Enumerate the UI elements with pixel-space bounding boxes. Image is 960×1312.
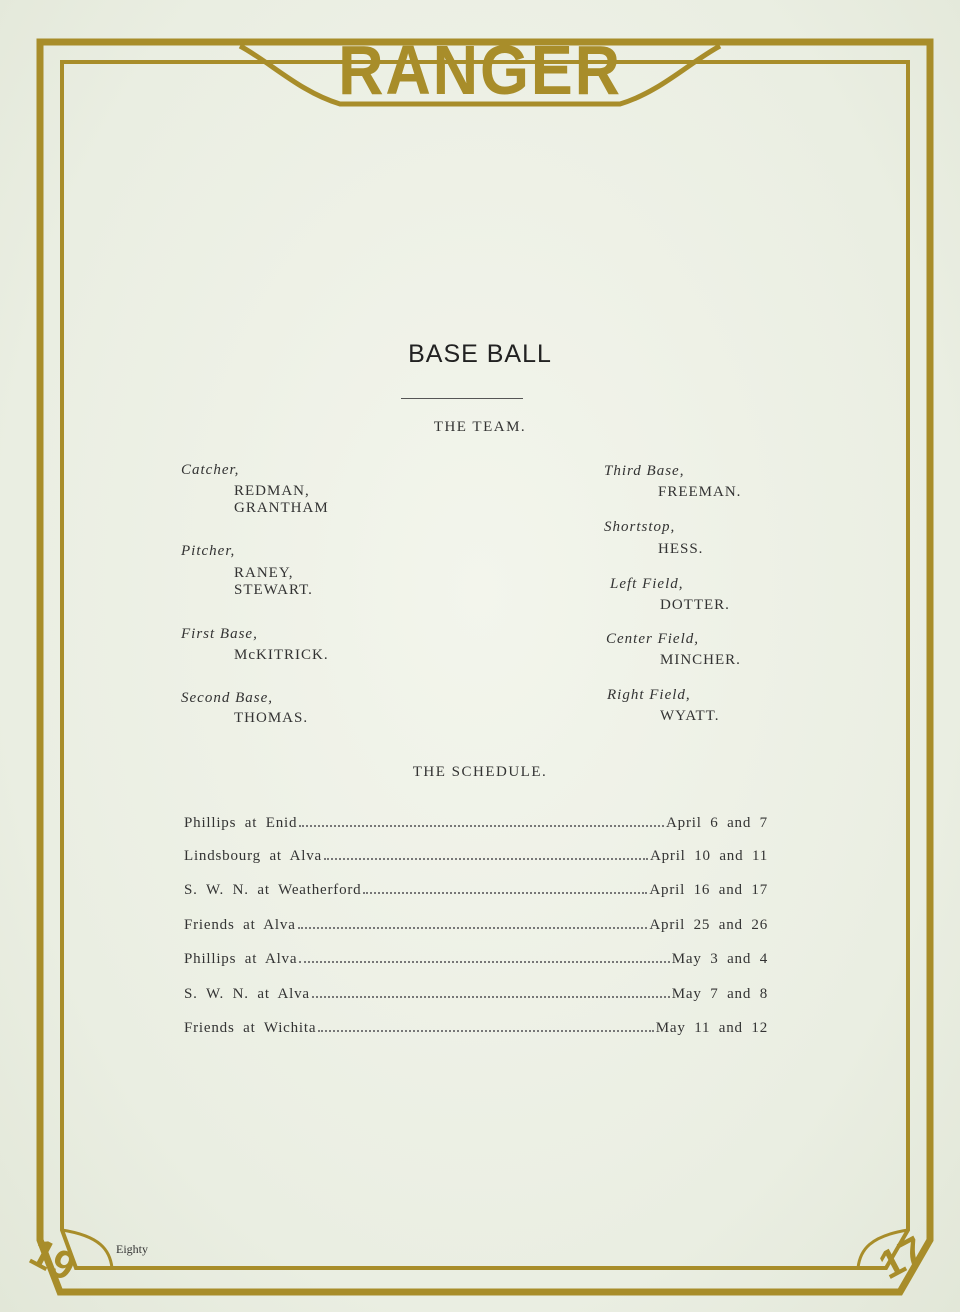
- position-label-third-base: Third Base,: [604, 463, 685, 479]
- player-name: GRANTHAM: [234, 500, 329, 516]
- schedule-row: [184, 981, 768, 1003]
- masthead-title: RANGER: [338, 31, 622, 109]
- player-name: HESS.: [658, 541, 704, 557]
- schedule-row: [184, 912, 768, 934]
- schedule-match: Friends at Wichita: [184, 1020, 317, 1036]
- position-label-first-base: First Base,: [181, 626, 258, 642]
- schedule-dates: May 7 and 8: [671, 986, 768, 1002]
- schedule-match: S. W. N. at Weatherford: [184, 882, 362, 898]
- player-name: THOMAS.: [234, 710, 309, 726]
- dot-leader: [299, 961, 669, 963]
- player-name: DOTTER.: [660, 597, 730, 613]
- dot-leader: [312, 996, 670, 998]
- schedule-match: Lindsbourg at Alva: [184, 848, 322, 864]
- dot-leader: [298, 927, 648, 929]
- schedule-match: S. W. N. at Alva: [184, 986, 310, 1002]
- dot-leader: [299, 825, 664, 827]
- schedule-row: [184, 843, 768, 865]
- position-label-left-field: Left Field,: [610, 576, 684, 592]
- schedule-row: [184, 810, 768, 832]
- position-label-right-field: Right Field,: [607, 687, 691, 703]
- schedule-match: Phillips at Enid: [184, 815, 298, 831]
- player-name: STEWART.: [234, 582, 313, 598]
- schedule-dates: April 16 and 17: [649, 882, 768, 898]
- schedule-dates: May 3 and 4: [671, 951, 768, 967]
- position-label-pitcher: Pitcher,: [181, 543, 236, 559]
- page-title: BASE BALL: [408, 340, 552, 368]
- player-name: REDMAN,: [234, 483, 310, 499]
- schedule-match: Phillips at Alva: [184, 951, 298, 967]
- position-label-catcher: Catcher,: [181, 462, 240, 478]
- player-name: WYATT.: [660, 708, 720, 724]
- position-label-center-field: Center Field,: [606, 631, 699, 647]
- position-label-shortstop: Shortstop,: [604, 519, 676, 535]
- year-right: 17: [872, 1228, 932, 1288]
- schedule-match: Friends at Alva: [184, 917, 296, 933]
- team-heading: THE TEAM.: [433, 419, 527, 435]
- schedule-heading: THE SCHEDULE.: [412, 764, 548, 780]
- page-number: Eighty: [116, 1242, 148, 1256]
- player-name: RANEY,: [234, 565, 294, 581]
- player-name: McKITRICK.: [234, 647, 329, 663]
- schedule-dates: April 10 and 11: [649, 848, 768, 864]
- title-divider: [401, 398, 523, 399]
- dot-leader: [324, 858, 648, 860]
- year-left: 19: [22, 1230, 83, 1290]
- dot-leader: [363, 892, 647, 894]
- dot-leader: [318, 1030, 653, 1032]
- player-name: MINCHER.: [660, 652, 741, 668]
- position-label-second-base: Second Base,: [181, 690, 273, 706]
- schedule-dates: April 6 and 7: [666, 815, 768, 831]
- schedule-row: [184, 877, 768, 899]
- schedule-dates: May 11 and 12: [655, 1020, 768, 1036]
- schedule-row: [184, 946, 768, 968]
- schedule-row: [184, 1015, 768, 1037]
- player-name: FREEMAN.: [658, 484, 742, 500]
- schedule-dates: April 25 and 26: [649, 917, 768, 933]
